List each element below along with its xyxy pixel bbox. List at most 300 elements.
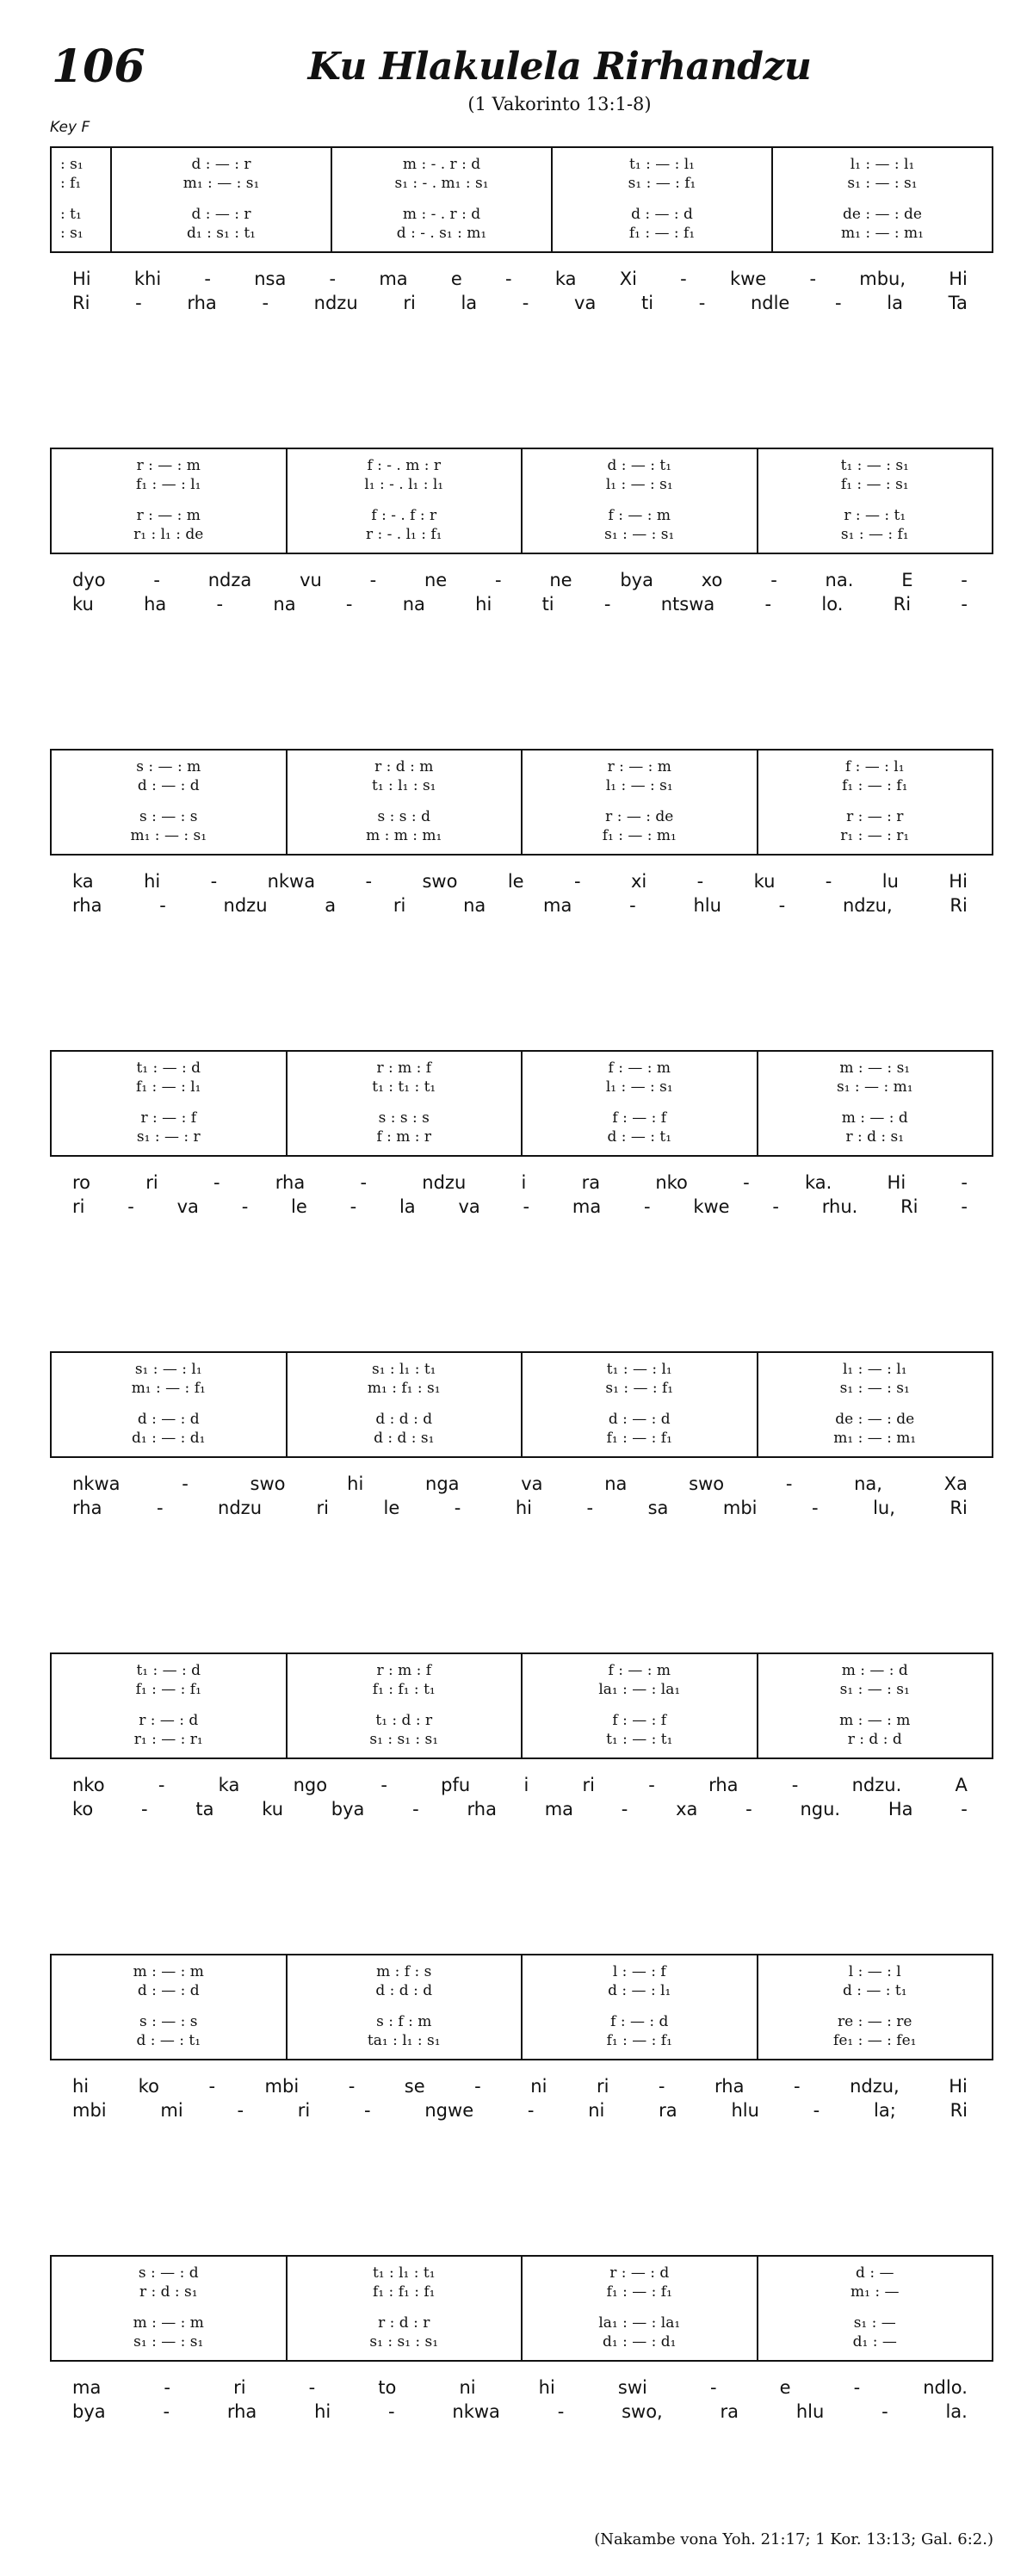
voice-bass: s₁ : s₁ : s₁ [369,1731,439,1748]
syllable: - [658,2076,665,2097]
syllable: ri [403,293,416,313]
syllable: - [785,1473,793,1494]
voice-soprano: t₁ : l₁ : t₁ [372,2264,436,2282]
voice-soprano: r : — : m [136,457,201,474]
voice-soprano: r : — : d [609,2264,670,2282]
voice-bass: s₁ : s₁ : s₁ [369,2333,439,2351]
syllable: rha [708,1775,739,1795]
voice-alto: f₁ : — : f₁ [606,2283,672,2301]
voice-tenor: la₁ : — : la₁ [598,2314,681,2332]
lyrics [50,2375,993,2427]
voice-tenor: s : f : m [376,2013,432,2030]
measure [757,1955,993,2059]
syllable: - [163,2401,170,2422]
voice-tenor: de : — : de [835,1411,915,1428]
syllable: swo, [622,2401,663,2422]
voice-bass: m₁ : — : s₁ [130,827,207,844]
syllable: rha [226,2401,257,2422]
voice-bass: d₁ : — : d₁ [603,2333,677,2351]
voice-soprano: l₁ : — : l₁ [850,156,915,173]
voice-alto: f₁ : — : f₁ [842,777,908,794]
syllable: - [505,269,512,289]
syllable: - [345,594,353,615]
measure [286,449,522,553]
syllable: rha [187,293,217,313]
syllable: - [216,594,224,615]
lyric-line-1 [50,1171,993,1195]
voice-tenor: s : — : s [139,808,198,825]
measure [110,148,331,251]
measure [52,2257,286,2360]
lyric-line-2 [50,2400,993,2424]
voice-bass: f₁ : — : f₁ [628,225,696,242]
syllable: va [574,293,597,313]
syllable: mbu, [859,269,906,289]
measure [286,751,522,854]
syllable: nga [425,1473,460,1494]
voice-bass: d : d : s₁ [374,1430,435,1447]
voice-soprano: s₁ : l₁ : t₁ [371,1361,436,1378]
syllable: ku [72,594,94,615]
voice-tenor: f : — : f [612,1712,667,1729]
measure [52,1052,286,1155]
lyric-line-1 [50,869,993,893]
measure [286,1353,522,1456]
syllable: hi [515,1498,532,1518]
voice-alto: la₁ : — : la₁ [598,1681,681,1698]
syllable: dyo [72,570,106,590]
syllable: ri [582,1775,596,1795]
staff [50,749,993,856]
measure [521,1654,757,1757]
footnote: (Nakambe vona Yoh. 21:17; 1 Kor. 13:13; Gal. 6:2.) [594,2530,993,2548]
lyric-line-2 [50,2098,993,2122]
system-8 [50,2255,993,2427]
measure [757,449,993,553]
syllable: na [604,1473,628,1494]
voice-tenor: r : — : m [136,507,201,524]
voice-soprano: l : — : f [612,1963,666,1980]
syllable: - [629,895,636,916]
syllable: ngo [293,1775,328,1795]
syllable: ndzu [422,1172,467,1193]
syllable: lu, [873,1498,895,1518]
voice-alto: m₁ : — : s₁ [182,175,260,192]
voice-bass: d₁ : — [852,2333,897,2351]
syllable: - [770,570,777,590]
syllable: - [853,2377,861,2398]
syllable: ri [393,895,406,916]
measure [286,1955,522,2059]
lyric-line-2 [50,592,993,616]
voice-soprano: m : f : s [376,1963,432,1980]
syllable: Ri [949,895,968,916]
voice-alto: f₁ : — : l₁ [136,1078,201,1096]
syllable: ka [72,871,94,892]
voice-soprano: d : — : r [191,156,251,173]
voice-soprano: m : — : d [841,1662,908,1679]
syllable: - [308,2377,316,2398]
syllable: ndle [750,293,790,313]
syllable: - [961,594,968,615]
syllable: hlu [795,2401,825,2422]
voice-soprano: d : — : t₁ [607,457,672,474]
voice-tenor: de : — : de [843,206,922,223]
syllable: swi [617,2377,647,2398]
voice-alto: m₁ : — : f₁ [131,1380,206,1397]
lyrics [50,2074,993,2126]
syllable: nkwa [72,1473,121,1494]
measure [771,148,992,251]
voice-soprano: f : — : m [608,1059,671,1077]
scripture-reference: (1 Vakorinto 13:1-8) [467,94,652,114]
measure [757,751,993,854]
syllable: na. [825,570,854,590]
voice-alto: d : — : l₁ [608,1982,671,1999]
voice-tenor: r : d : r [378,2314,430,2332]
voice-bass: r₁ : l₁ : de [133,526,204,543]
voice-soprano: r : m : f [376,1662,432,1679]
voice-alto: l₁ : - . l₁ : l₁ [364,476,444,493]
voice-soprano: : s₁ [60,156,84,173]
syllable: Hi [949,269,968,289]
syllable: sa [647,1498,669,1518]
syllable: ka. [804,1172,832,1193]
syllable: ma [544,1799,574,1819]
syllable: ta [195,1799,214,1819]
voice-bass: s₁ : — : s₁ [604,526,675,543]
syllable: - [778,895,786,916]
voice-soprano: t₁ : — : d [136,1059,201,1077]
syllable: hi [144,871,161,892]
lyrics [50,1472,993,1523]
syllable: na [273,594,296,615]
syllable: ndzu [218,1498,263,1518]
syllable: Xa [943,1473,968,1494]
syllable: nko [655,1172,688,1193]
voice-alto: r : d : s₁ [139,2283,198,2301]
measure [286,1654,522,1757]
syllable: ngu. [800,1799,841,1819]
pickup-measure [52,148,110,251]
voice-tenor: d : d : d [375,1411,433,1428]
syllable: e [450,269,462,289]
syllable: - [812,1498,819,1518]
voice-tenor: m : — : m [133,2314,204,2332]
syllable: - [369,570,377,590]
syllable: ma [72,2377,102,2398]
syllable: la [887,293,903,313]
syllable: - [454,1498,461,1518]
measure [757,1052,993,1155]
syllable: - [825,871,832,892]
lyric-line-1 [50,568,993,592]
syllable: - [241,1196,249,1217]
syllable: ri [72,1196,85,1217]
syllable: hi [72,2076,90,2097]
syllable: - [153,570,160,590]
voice-alto: t₁ : l₁ : s₁ [371,777,436,794]
measure [521,1052,757,1155]
lyrics [50,267,993,318]
syllable: va [176,1196,199,1217]
syllable: ri [316,1498,329,1518]
voice-alto: f₁ : — : f₁ [135,1681,201,1698]
syllable: rha [72,895,102,916]
voice-tenor: re : — : re [838,2013,912,2030]
syllable: e [779,2377,791,2398]
syllable: - [961,1196,968,1217]
voice-tenor: f : - . f : r [371,507,437,524]
syllable: lo. [821,594,844,615]
syllable: - [164,2377,170,2398]
syllable: - [182,1473,189,1494]
voice-soprano: t₁ : — : d [136,1662,201,1679]
lyric-line-1 [50,1472,993,1496]
measure [52,1955,286,2059]
syllable: hlu [693,895,721,916]
syllable: Ta [948,293,968,313]
syllable: bya [72,2401,106,2422]
syllable: hi [475,594,492,615]
syllable: rha [275,1172,306,1193]
syllable: - [813,2100,820,2121]
syllable: xa [676,1799,698,1819]
syllable: ma [543,895,572,916]
syllable: - [210,871,218,892]
syllable: - [380,1775,387,1795]
syllable: Ri [893,594,912,615]
syllable: - [961,1799,968,1819]
syllable: kwe [693,1196,730,1217]
syllable: - [696,871,704,892]
voice-bass: r : d : s₁ [845,1128,905,1146]
measure [521,1353,757,1456]
voice-bass: s₁ : — : s₁ [133,2333,204,2351]
syllable: rha [467,1799,497,1819]
hymn-title: Ku Hlakulela Rirhandzu [307,45,812,89]
voice-tenor: s₁ : — [853,2314,896,2332]
voice-tenor: f : — : m [608,507,671,524]
measure [52,1654,286,1757]
voice-alto: : f₁ [60,175,82,192]
syllable: - [360,1172,368,1193]
voice-tenor: m : — : d [841,1109,908,1127]
voice-bass: : s₁ [60,225,84,242]
syllable: ri [233,2377,246,2398]
staff [50,448,993,554]
syllable: swo [250,1473,286,1494]
syllable: la. [945,2401,968,2422]
syllable: xo [701,570,723,590]
syllable: nkwa [267,871,316,892]
syllable: ko [138,2076,159,2097]
system-6 [50,1652,993,1825]
syllable: swo [689,1473,725,1494]
syllable: rha [72,1498,102,1518]
syllable: Ri [949,1498,968,1518]
voice-bass: r : - . l₁ : f₁ [365,526,442,543]
syllable: - [364,2100,371,2121]
syllable: i [521,1172,527,1193]
syllable: ra [659,2100,677,2121]
syllable: ni [588,2100,605,2121]
lyric-line-2 [50,291,993,315]
syllable: - [709,2377,717,2398]
voice-soprano: f : - . m : r [367,457,442,474]
voice-tenor: d : — : d [631,206,693,223]
voice-bass: d₁ : — : d₁ [132,1430,206,1447]
voice-alto: t₁ : t₁ : t₁ [372,1078,436,1096]
measure [52,449,286,553]
syllable: - [156,1498,164,1518]
measure [521,1955,757,2059]
system-4 [50,1050,993,1222]
voice-bass: r : d : d [847,1731,902,1748]
lyric-line-2 [50,1797,993,1821]
syllable: va [521,1473,543,1494]
lyric-line-2 [50,1195,993,1219]
voice-bass: d : - . s₁ : m₁ [396,225,487,242]
syllable: - [141,1799,148,1819]
voice-alto: d : d : d [375,1982,433,1999]
syllable: - [643,1196,651,1217]
syllable: - [412,1799,419,1819]
syllable: - [365,871,373,892]
syllable: ndza [207,570,252,590]
syllable: - [745,1799,752,1819]
voice-alto: l₁ : — : s₁ [605,476,673,493]
voice-soprano: t₁ : — : l₁ [606,1361,672,1378]
measure [331,148,551,251]
lyrics [50,1171,993,1222]
syllable: a [325,895,337,916]
syllable: xi [630,871,647,892]
voice-soprano: t₁ : — : s₁ [840,457,909,474]
syllable: - [159,895,166,916]
voice-tenor: r : — : d [139,1712,199,1729]
syllable: le [383,1498,400,1518]
voice-bass: m₁ : — : m₁ [841,225,924,242]
syllable: E [901,570,913,590]
voice-bass: r₁ : — : r₁ [840,827,910,844]
syllable: hlu [731,2100,759,2121]
syllable: ngwe [424,2100,474,2121]
lyric-line-1 [50,267,993,291]
measure [286,2257,522,2360]
voice-alto: l₁ : — : s₁ [605,1078,673,1096]
voice-soprano: m : — : s₁ [839,1059,911,1077]
syllable: Hi [949,2076,968,2097]
voice-tenor: s : — : s [139,2013,198,2030]
syllable: - [527,2100,535,2121]
syllable: la [399,1196,416,1217]
voice-alto: f₁ : — : s₁ [840,476,909,493]
syllable: mbi [264,2076,300,2097]
syllable: ri [596,2076,609,2097]
syllable: vu [300,570,322,590]
syllable: - [388,2401,395,2422]
voice-tenor: r : — : de [605,808,674,825]
voice-alto: l₁ : — : s₁ [605,777,673,794]
voice-alto: s₁ : — : f₁ [628,175,696,192]
syllable: - [621,1799,628,1819]
syllable: ndzu. [851,1775,902,1795]
syllable: ndzu, [843,895,893,916]
staff [50,146,993,253]
staff [50,2255,993,2362]
syllable: - [793,2076,801,2097]
voice-tenor: d : — : d [608,1411,671,1428]
syllable: bya [331,1799,365,1819]
syllable: nkwa [452,2401,500,2422]
syllable: hi [347,1473,364,1494]
syllable: - [135,293,142,313]
voice-soprano: l : — : l [848,1963,901,1980]
syllable: le [291,1196,307,1217]
voice-tenor: s : s : d [377,808,430,825]
syllable: - [213,1172,220,1193]
syllable: - [961,1172,968,1193]
voice-alto: s₁ : — : m₁ [836,1078,913,1096]
measure [757,1654,993,1757]
syllable: ri [297,2100,311,2121]
syllable: - [764,594,772,615]
voice-tenor: f : — : f [612,1109,667,1127]
syllable: Ri [72,293,90,313]
voice-bass: d : — : t₁ [607,1128,672,1146]
key-signature: Key F [50,119,90,136]
syllable: i [523,1775,529,1795]
voice-soprano: r : — : m [607,758,671,775]
syllable: bya [620,570,653,590]
voice-soprano: d : — [856,2264,894,2282]
syllable: ma [379,269,408,289]
hymn-number: 106 [52,40,145,93]
voice-soprano: m : — : m [133,1963,204,1980]
voice-alto: s₁ : — : s₁ [839,1681,910,1698]
staff [50,1954,993,2060]
voice-bass: f₁ : — : f₁ [606,1430,672,1447]
syllable: nsa [254,269,287,289]
voice-alto: s₁ : — : s₁ [839,1380,910,1397]
syllable: ko [72,1799,94,1819]
syllable: - [772,1196,779,1217]
syllable: ku [753,871,776,892]
voice-soprano: s₁ : — : l₁ [134,1361,202,1378]
staff [50,1351,993,1458]
voice-soprano: s : — : m [136,758,201,775]
syllable: rha [714,2076,745,2097]
syllable: le [507,871,524,892]
syllable: - [208,2076,216,2097]
syllable: ndzu [313,293,358,313]
syllable: ndlo. [923,2377,968,2398]
voice-soprano: t₁ : — : l₁ [629,156,695,173]
voice-soprano: l₁ : — : l₁ [842,1361,907,1378]
voice-bass: d₁ : s₁ : t₁ [187,225,256,242]
measure [52,1353,286,1456]
syllable: - [791,1775,799,1795]
syllable: ha [144,594,167,615]
system-3 [50,749,993,921]
lyric-line-2 [50,1496,993,1520]
syllable: - [158,1775,165,1795]
lyric-line-2 [50,893,993,917]
voice-tenor: m : — : m [839,1712,911,1729]
voice-alto: m₁ : f₁ : s₁ [367,1380,441,1397]
system-7 [50,1954,993,2126]
